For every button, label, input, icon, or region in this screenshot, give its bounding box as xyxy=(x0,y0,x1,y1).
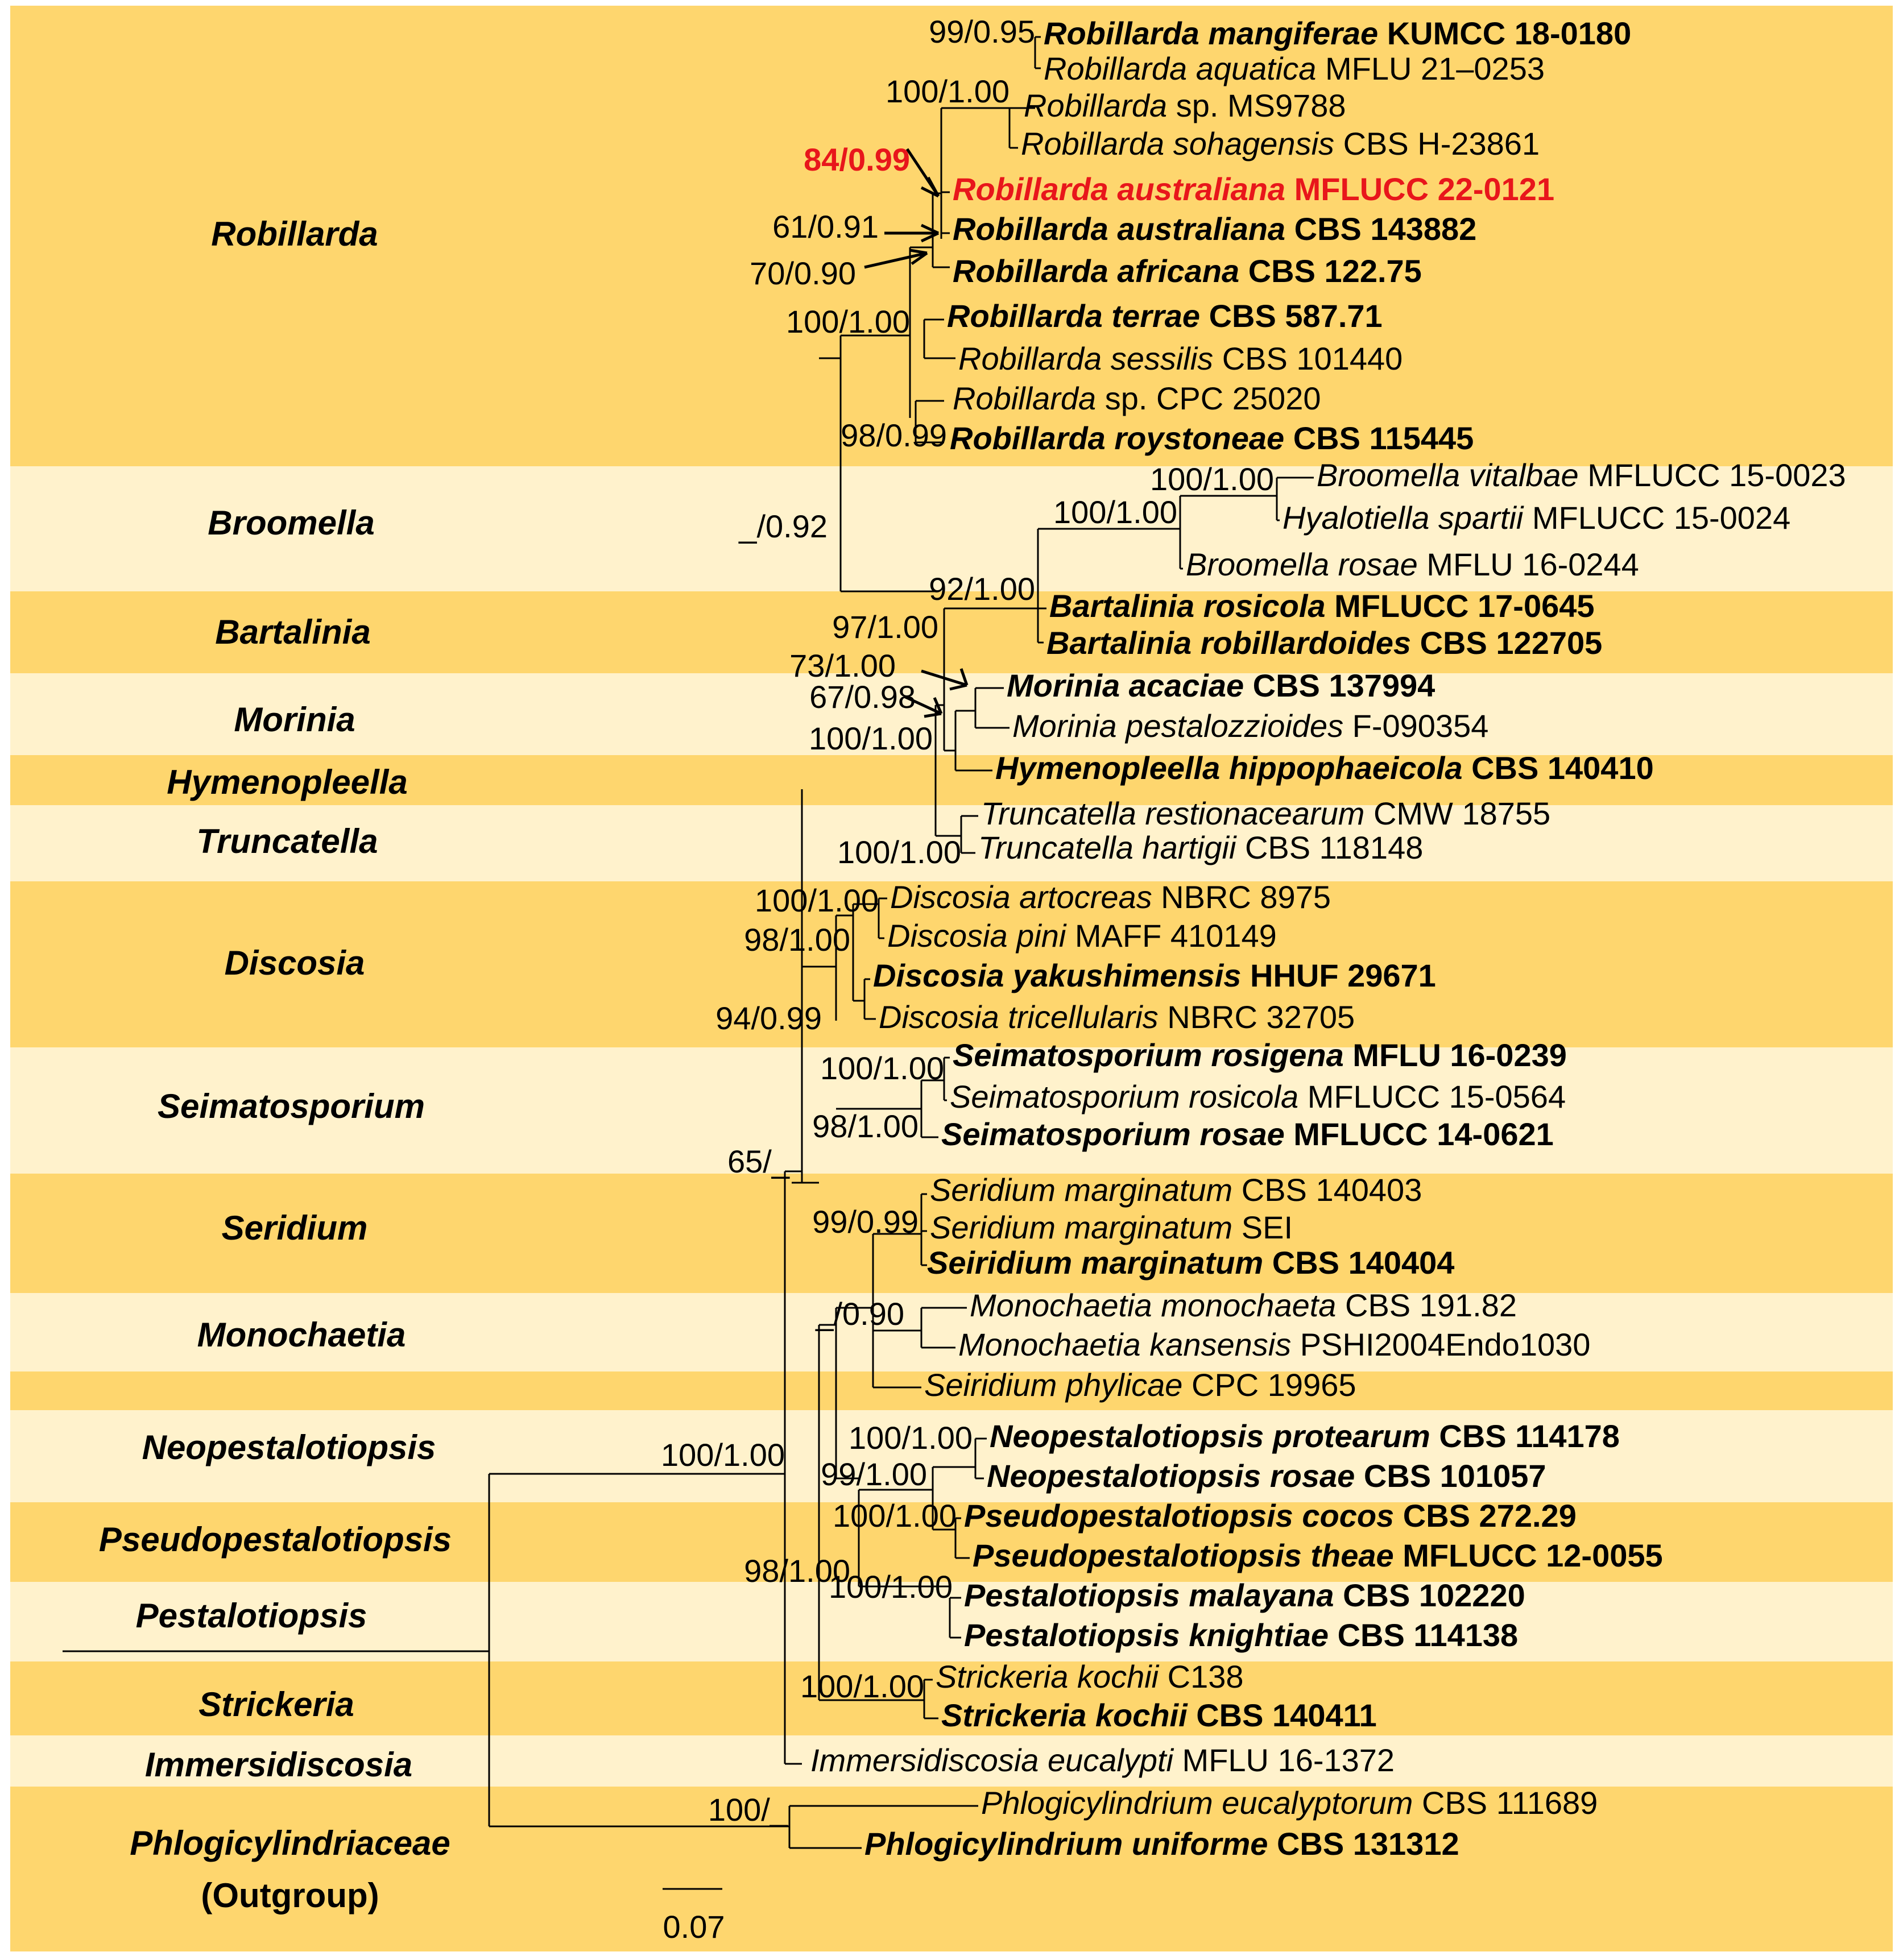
support-value: 100/1.00 xyxy=(820,1050,944,1086)
taxon-label xyxy=(950,420,1474,456)
taxon-species: Seiridium phylicae xyxy=(924,1367,1183,1403)
taxon-label xyxy=(1024,88,1346,123)
taxon-species: Seimatosporium rosae xyxy=(941,1116,1285,1152)
taxon-label xyxy=(953,253,1422,289)
taxon-strain: CBS 137994 xyxy=(1244,668,1435,703)
taxon-label xyxy=(1021,126,1540,161)
taxon-species: Robillarda aquatica xyxy=(1044,51,1317,86)
support-value: 99/0.99 xyxy=(812,1204,919,1240)
taxon-species: Robillarda mangiferae xyxy=(1044,15,1379,51)
taxon-label xyxy=(924,1367,1356,1403)
taxon-label xyxy=(964,1498,1577,1534)
taxon-species: Broomella vitalbae xyxy=(1317,457,1579,493)
taxon-species: Strickeria kochii xyxy=(941,1697,1188,1733)
taxon-species: Seridium marginatum xyxy=(930,1172,1233,1208)
taxon-species: Robillarda xyxy=(1024,88,1168,123)
taxon-strain: NBRC 32705 xyxy=(1158,999,1355,1035)
taxon-label xyxy=(941,1116,1554,1152)
support-value: 70/0.90 xyxy=(750,255,856,291)
support-value: 73/1.00 xyxy=(789,648,896,683)
taxon-strain: CBS 115445 xyxy=(1284,420,1474,456)
taxon-species: Pestalotiopsis malayana xyxy=(964,1577,1334,1613)
taxon-species: Discosia pini xyxy=(887,918,1066,954)
taxon-strain: C138 xyxy=(1159,1659,1244,1694)
taxon-strain: CBS 101440 xyxy=(1213,341,1403,376)
genus-label-immersidiscosia: Immersidiscosia xyxy=(144,1746,413,1784)
taxon-species: Pestalotiopsis knightiae xyxy=(964,1617,1329,1653)
taxon-species: Robillarda sessilis xyxy=(958,341,1214,376)
taxon-species: Seimatosporium rosigena xyxy=(953,1037,1344,1073)
taxon-strain: CBS 143882 xyxy=(1285,211,1477,247)
taxon-label xyxy=(930,1209,1293,1245)
taxon-label xyxy=(1049,588,1595,624)
taxon-label xyxy=(930,1172,1422,1208)
taxon-strain: sp. MS9788 xyxy=(1167,88,1346,123)
support-value: 100/1.00 xyxy=(661,1437,785,1473)
taxon-strain: MFLUCC 14-0621 xyxy=(1284,1116,1554,1152)
taxon-species: Robillarda terrae xyxy=(947,298,1201,334)
taxon-strain: CBS 140411 xyxy=(1187,1697,1377,1733)
support-value: 98/1.00 xyxy=(744,1553,850,1589)
taxon-strain: CBS 131312 xyxy=(1268,1826,1459,1862)
taxon-label xyxy=(1044,51,1545,86)
taxon-strain: CBS 101057 xyxy=(1355,1458,1546,1494)
genus-label-phlogicylindriaceae: Phlogicylindriaceae xyxy=(130,1824,450,1862)
genus-label-seridium: Seridium xyxy=(221,1209,368,1247)
taxon-label xyxy=(981,1785,1598,1821)
genus-label-morinia: Morinia xyxy=(234,701,355,739)
taxon-label xyxy=(990,1418,1620,1454)
genus-label-pseudopestalotiopsis: Pseudopestalotiopsis xyxy=(98,1520,452,1559)
genus-label-hymenopleella: Hymenopleella xyxy=(167,763,408,801)
taxon-strain: CBS H-23861 xyxy=(1334,126,1540,161)
taxon-label xyxy=(970,1287,1517,1323)
taxon-strain: CBS 587.71 xyxy=(1200,298,1383,334)
support-value: 84/0.99 xyxy=(804,142,910,177)
taxon-label xyxy=(864,1826,1459,1862)
taxon-species: Phlogicylindrium eucalyptorum xyxy=(981,1785,1413,1821)
taxon-strain: F-090354 xyxy=(1343,708,1489,744)
taxon-label xyxy=(964,1577,1525,1613)
taxon-strain: CBS 140403 xyxy=(1232,1172,1422,1208)
taxon-species: Broomella rosae xyxy=(1186,546,1418,582)
outgroup-label: (Outgroup) xyxy=(201,1876,379,1915)
support-value: 100/1.00 xyxy=(809,720,933,756)
taxon-species: Monochaetia kansensis xyxy=(958,1327,1292,1362)
taxon-label xyxy=(873,958,1436,993)
taxon-strain: CBS 122705 xyxy=(1411,625,1603,661)
taxon-species: Truncatella hartigii xyxy=(978,830,1236,865)
taxon-label xyxy=(1317,457,1846,493)
taxon-strain: sp. CPC 25020 xyxy=(1096,380,1321,416)
genus-label-seimatosporium: Seimatosporium xyxy=(157,1087,425,1125)
genus-label-strickeria: Strickeria xyxy=(198,1685,354,1723)
genus-label-robillarda: Robillarda xyxy=(211,215,378,253)
taxon-strain: CBS 191.82 xyxy=(1336,1287,1517,1323)
support-value: 67/0.98 xyxy=(809,679,916,715)
taxon-strain: KUMCC 18-0180 xyxy=(1378,15,1632,51)
taxon-label xyxy=(964,1617,1518,1653)
taxon-strain: MFLUCC 22-0121 xyxy=(1285,171,1555,207)
taxon-species: Morinia pestalozzioides xyxy=(1012,708,1344,744)
genus-label-discosia: Discosia xyxy=(224,944,365,982)
taxon-species: Seridium marginatum xyxy=(930,1209,1233,1245)
taxon-strain: CBS 114178 xyxy=(1430,1418,1620,1454)
taxon-label xyxy=(953,380,1321,416)
taxon-label xyxy=(981,795,1550,831)
taxon-strain: HHUF 29671 xyxy=(1241,958,1436,993)
support-value: 92/1.00 xyxy=(929,571,1035,607)
taxon-strain: CBS 272.29 xyxy=(1394,1498,1577,1534)
support-value: 100/1.00 xyxy=(1150,461,1274,497)
taxon-species: Discosia artocreas xyxy=(890,879,1152,915)
taxon-strain: MFLUCC 17-0645 xyxy=(1325,588,1595,624)
taxon-label xyxy=(890,879,1331,915)
support-value: 100/1.00 xyxy=(833,1498,957,1534)
taxon-strain: CBS 102220 xyxy=(1334,1577,1525,1613)
support-value: 61/0.91 xyxy=(772,209,879,245)
taxon-species: Hyalotiella spartii xyxy=(1283,500,1524,536)
taxon-label xyxy=(953,211,1476,247)
taxon-species: Robillarda africana xyxy=(953,253,1240,289)
genus-label-broomella: Broomella xyxy=(208,504,375,542)
support-value: 100/1.00 xyxy=(849,1420,973,1456)
taxon-strain: MFLUCC 15-0023 xyxy=(1578,457,1846,493)
taxon-species: Discosia tricellularis xyxy=(879,999,1159,1035)
taxon-strain: MFLUCC 15-0024 xyxy=(1523,500,1791,536)
support-value: 100/1.00 xyxy=(1053,494,1177,530)
taxon-strain: CBS 122.75 xyxy=(1239,253,1422,289)
taxon-strain: CPC 19965 xyxy=(1182,1367,1356,1403)
taxon-strain: MFLUCC 12-0055 xyxy=(1393,1538,1663,1573)
genus-label-neopestalotiopsis: Neopestalotiopsis xyxy=(142,1428,436,1466)
taxon-label xyxy=(1044,15,1631,51)
taxon-species: Seiridium marginatum xyxy=(927,1245,1264,1281)
support-value: 98/0.99 xyxy=(841,417,947,453)
taxon-label xyxy=(950,1079,1566,1114)
taxon-strain: CBS 140404 xyxy=(1263,1245,1455,1281)
taxon-strain: MFLU 16-0239 xyxy=(1343,1037,1567,1073)
taxon-species: Robillarda xyxy=(953,380,1097,416)
taxon-strain: PSHI2004Endo1030 xyxy=(1291,1327,1591,1362)
taxon-species: Bartalinia robillardoides xyxy=(1046,625,1412,661)
taxon-label xyxy=(1007,668,1435,703)
taxon-species: Robillarda roystoneae xyxy=(950,420,1285,456)
genus-label-truncatella: Truncatella xyxy=(196,822,378,860)
taxon-label xyxy=(953,1037,1567,1073)
genus-label-monochaetia: Monochaetia xyxy=(197,1316,406,1354)
taxon-species: Pseudopestalotiopsis theae xyxy=(973,1538,1394,1573)
taxon-label xyxy=(879,999,1355,1035)
taxon-strain: MAFF 410149 xyxy=(1066,918,1277,954)
taxon-label xyxy=(810,1742,1395,1778)
support-value: 100/1.00 xyxy=(755,882,879,918)
support-value: 100/_ xyxy=(708,1792,788,1828)
genus-label-bartalinia: Bartalinia xyxy=(215,613,371,651)
band-phlogicylindriaceae xyxy=(10,1787,1893,1951)
taxon-label xyxy=(978,830,1423,865)
taxon-label xyxy=(1046,625,1602,661)
scale-label: 0.07 xyxy=(663,1909,725,1945)
taxon-label xyxy=(958,341,1403,376)
taxon-label xyxy=(953,171,1554,207)
taxon-species: Robillarda sohagensis xyxy=(1021,126,1335,161)
support-value: _/0.92 xyxy=(739,508,828,544)
taxon-species: Pseudopestalotiopsis cocos xyxy=(964,1498,1395,1534)
taxon-species: Neopestalotiopsis protearum xyxy=(990,1418,1430,1454)
taxon-strain: MFLUCC 15-0564 xyxy=(1298,1079,1566,1114)
taxon-strain: CBS 140410 xyxy=(1462,750,1654,786)
taxon-strain: SEI xyxy=(1232,1209,1293,1245)
taxon-strain: CBS 111689 xyxy=(1413,1785,1598,1821)
genus-label-pestalotiopsis: Pestalotiopsis xyxy=(135,1597,367,1635)
taxon-strain: CMW 18755 xyxy=(1364,795,1551,831)
support-value: 100/1.00 xyxy=(837,834,961,870)
support-value: 99/1.00 xyxy=(821,1456,927,1492)
taxon-strain: MFLU 16-0244 xyxy=(1417,546,1639,582)
support-value: 98/1.00 xyxy=(812,1108,919,1144)
taxon-species: Bartalinia rosicola xyxy=(1049,588,1326,624)
support-value: _/0.90 xyxy=(816,1296,904,1332)
taxon-species: Neopestalotiopsis rosae xyxy=(987,1458,1355,1494)
taxon-label xyxy=(947,298,1383,334)
taxon-species: Seimatosporium rosicola xyxy=(950,1079,1299,1114)
taxon-label xyxy=(941,1697,1377,1733)
taxon-label xyxy=(973,1538,1663,1573)
taxon-label xyxy=(927,1245,1454,1281)
support-value: 99/0.95 xyxy=(929,14,1035,49)
support-value: 97/1.00 xyxy=(832,609,938,645)
support-value: 94/0.99 xyxy=(715,1000,822,1036)
support-value: 98/1.00 xyxy=(744,922,850,958)
taxon-label xyxy=(1186,546,1639,582)
support-value: 100/1.00 xyxy=(786,304,910,339)
taxon-species: Strickeria kochii xyxy=(936,1659,1159,1694)
taxon-label xyxy=(1012,708,1488,744)
taxon-label xyxy=(1283,500,1790,536)
taxon-species: Morinia acaciae xyxy=(1007,668,1244,703)
taxon-label xyxy=(887,918,1277,954)
taxon-label xyxy=(958,1327,1590,1362)
support-value: 100/1.00 xyxy=(800,1668,924,1704)
taxon-species: Truncatella restionacearum xyxy=(981,795,1365,831)
taxon-species: Phlogicylindrium uniforme xyxy=(864,1826,1268,1862)
taxon-strain: NBRC 8975 xyxy=(1152,879,1331,915)
taxon-strain: MFLU 21–0253 xyxy=(1316,51,1545,86)
support-value: 100/1.00 xyxy=(886,73,1010,109)
taxon-species: Robillarda australiana xyxy=(953,171,1286,207)
taxon-species: Robillarda australiana xyxy=(953,211,1286,247)
taxon-strain: CBS 118148 xyxy=(1236,830,1424,865)
taxon-strain: MFLU 16-1372 xyxy=(1173,1742,1395,1778)
taxon-species: Immersidiscosia eucalypti xyxy=(810,1742,1173,1778)
support-value: 100/1.00 xyxy=(829,1569,953,1605)
taxon-label xyxy=(936,1659,1244,1694)
taxon-species: Discosia yakushimensis xyxy=(873,958,1242,993)
taxon-species: Hymenopleella hippophaeicola xyxy=(995,750,1463,786)
taxon-strain: CBS 114138 xyxy=(1329,1617,1519,1653)
taxon-label xyxy=(987,1458,1546,1494)
taxon-species: Monochaetia monochaeta xyxy=(970,1287,1337,1323)
taxon-label xyxy=(995,750,1654,786)
support-value: 65/_ xyxy=(727,1143,789,1179)
